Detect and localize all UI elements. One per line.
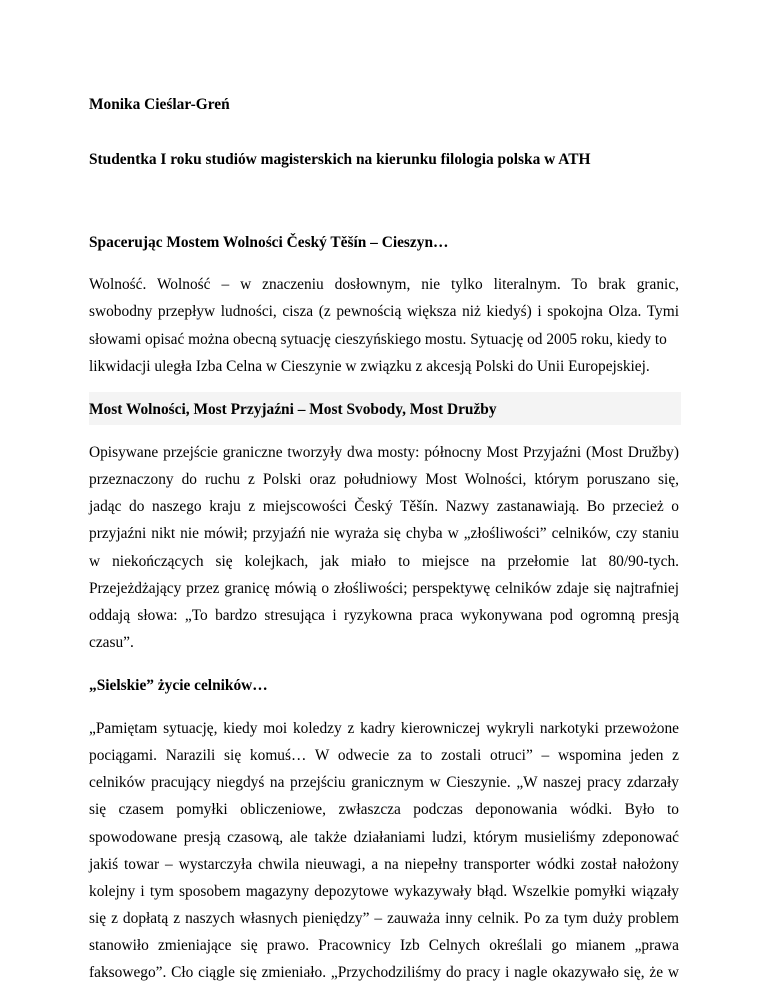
paragraph-line: przyjaźni nikt nie mówił; przyjaźń nie wyraża się chyba w „złośliwości” celników, czy staniu (89, 525, 679, 542)
paragraph-line: celników pracujący niegdyś na przejściu granicznym w Cieszynie. „W naszej pracy zdarzały (89, 774, 679, 791)
paragraph-line: Przejeżdżający przez granicę mówią o złośliwości; perspektywę celników zdaje się najtrafniej (89, 580, 679, 597)
article-title: Spacerując Mostem Wolności Český Těšín – Cieszyn… (89, 234, 449, 251)
paragraph-line: czasu”. (89, 634, 134, 651)
paragraph-line: oddają słowa: „To bardzo stresująca i ryzykowna praca wykonywana pod ogromną presją (89, 607, 679, 624)
paragraph-line: w niekończących się kolejkach, jak miało to miejsce na przełomie lat 80/90-tych. (89, 553, 679, 570)
paragraph-line: likwidacji uległa Izba Celna w Cieszynie w związku z akcesją Polski do Unii Europejskiej. (89, 358, 650, 375)
author-affiliation: Studentka I roku studiów magisterskich na kierunku filologia polska w ATH (89, 151, 591, 168)
paragraph-line: słowami opisać można obecną sytuację cieszyńskiego mostu. Sytuację od 2005 roku, kiedy to (89, 331, 667, 348)
paragraph-line: się z dopłatą z naszych własnych pieniędzy” – zauważa inny celnik. Po za tym duży problem (89, 910, 679, 927)
paragraph-line: pociągami. Narazili się komuś… W odwecie za to zostali otruci” – wspomina jeden z (89, 747, 679, 764)
author-name: Monika Cieślar-Greń (89, 96, 230, 113)
section-heading: „Sielskie” życie celników… (89, 677, 268, 694)
paragraph-line: kolejny i tym sposobem magazyny depozytowe wykazywały błąd. Wszelkie pomyłki wiązały (89, 883, 679, 900)
paragraph-line: faksowego”. Cło ciągle się zmieniało. „Przychodziliśmy do pracy i nagle okazywało się, że w (89, 964, 679, 981)
paragraph-line: jakiś towar – wystarczyła chwila nieuwagi, a na niepełny transporter wódki został nałożony (89, 856, 679, 873)
paragraph-line: Wolność. Wolność – w znaczeniu dosłownym, nie tylko literalnym. To brak granic, (89, 276, 679, 293)
paragraph-line: swobodny przepływ ludności, cisza (z pewnością większa niż kiedyś) i spokojna Olza. Tymi (89, 303, 679, 320)
paragraph-line: „Pamiętam sytuację, kiedy moi koledzy z kadry kierowniczej wykryli narkotyki przewożone (89, 720, 679, 737)
paragraph-line: jadąc do naszego kraju z miejscowości Český Těšín. Nazwy zastanawiają. Bo przecież o (89, 498, 679, 515)
paragraph-line: się czasem pomyłki obliczeniowe, zwłaszcza podczas deponowania wódki. Było to (89, 801, 679, 818)
paragraph-line: przeznaczony do ruchu z Polski oraz południowy Most Wolności, którym poruszano się, (89, 471, 679, 488)
paragraph-line: stanowiło zmieniające się prawo. Pracownicy Izb Celnych określali go mianem „prawa (89, 937, 679, 954)
section-heading: Most Wolności, Most Przyjaźni – Most Svobody, Most Družby (89, 401, 497, 418)
paragraph-line: Opisywane przejście graniczne tworzyły dwa mosty: północny Most Przyjaźni (Most Družby) (89, 444, 679, 461)
paragraph-line: spowodowane presją czasową, ale także działaniami ludzi, którym musieliśmy zdeponować (89, 829, 679, 846)
